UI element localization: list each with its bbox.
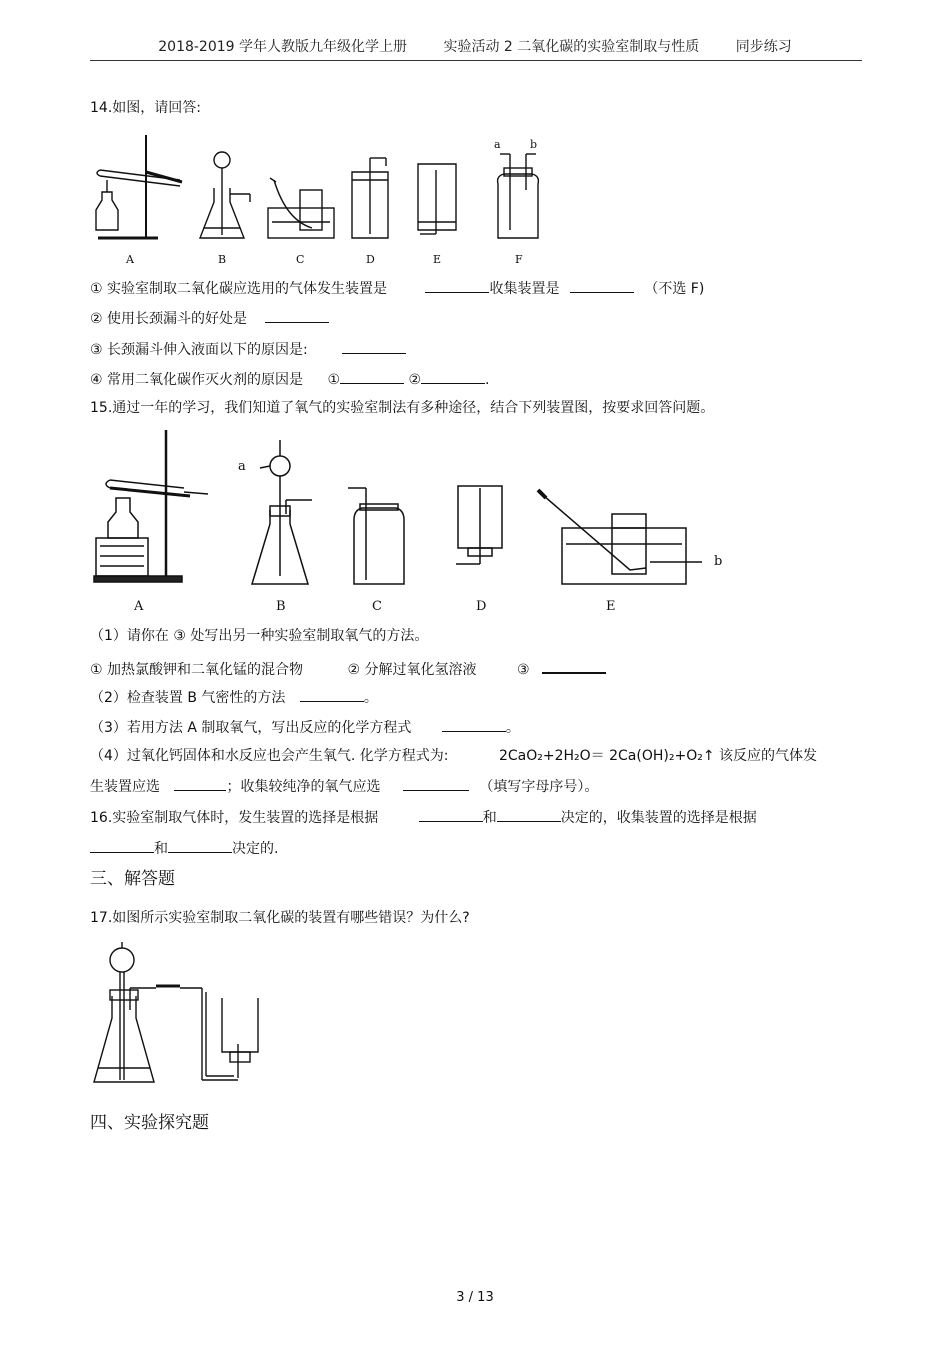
answer-blank[interactable] — [403, 776, 469, 791]
q15-part-4: （4）过氧化钙固体和水反应也会产生氧气. 化学方程式为: 2CaO₂+2H₂O＝ 2Ca(OH)₂+O₂↑ 该反应的气体发 — [90, 748, 818, 764]
q15-fig-label-b: B — [276, 599, 286, 614]
header-rule — [90, 60, 862, 61]
q14-item-3: ③ 长颈漏斗伸入液面以下的原因是: — [90, 339, 406, 360]
q15-fig-funnel-a: a — [238, 459, 246, 474]
header-practice: 同步练习 — [735, 39, 792, 55]
q14-item-2: ② 使用长颈漏斗的好处是 — [90, 308, 329, 329]
q14-fig-label-d: D — [366, 253, 375, 266]
answer-blank[interactable] — [340, 369, 404, 384]
q14-fig-label-e: E — [433, 253, 442, 266]
q15-fig-label-d: D — [476, 599, 487, 614]
q14-item-1: ① 实验室制取二氧化碳应选用的气体发生装置是 收集装置是 （不选 F) — [90, 278, 704, 299]
q16-line-2: 和 决定的. — [90, 838, 278, 859]
q15-part-3: （3）若用方法 A 制取氧气，写出反应的化学方程式 。 — [90, 717, 520, 738]
page-number: 3 / 13 — [456, 1290, 494, 1305]
q17-apparatus-figure — [90, 940, 280, 1092]
answer-blank[interactable] — [300, 687, 364, 702]
q17-title: 17.如图所示实验室制取二氧化碳的装置有哪些错误？为什么? — [90, 910, 470, 926]
q14-fig-tube-b: b — [530, 138, 538, 151]
q14-fig-label-c: C — [296, 253, 305, 266]
page-header — [0, 36, 950, 56]
q15-part-4-cont: 生装置应选 ；收集较纯净的氧气应选 （填写字母序号）。 — [90, 776, 598, 797]
answer-blank[interactable] — [425, 278, 489, 293]
q14-item-4: ④ 常用二氧化碳作灭火剂的原因是 ① ② . — [90, 369, 490, 390]
answer-blank[interactable] — [497, 807, 561, 822]
q14-title: 14.如图，请回答: — [90, 100, 201, 116]
header-course: 2018-2019 学年人教版九年级化学上册 — [158, 39, 408, 55]
q14-fig-tube-a: a — [494, 138, 501, 151]
q14-fig-label-a: A — [126, 253, 134, 266]
q15-fig-label-e: E — [606, 599, 616, 614]
answer-blank[interactable] — [174, 776, 226, 791]
q14-fig-label-b: B — [218, 253, 227, 266]
q16-line-1: 16.实验室制取气体时，发生装置的选择是根据 和 决定的，收集装置的选择是根据 — [90, 807, 757, 828]
q15-apparatus-figure — [90, 428, 740, 618]
header-activity: 实验活动 2 二氧化碳的实验室制取与性质 — [443, 39, 700, 55]
answer-blank[interactable] — [421, 369, 485, 384]
answer-blank[interactable] — [265, 308, 329, 323]
answer-blank[interactable] — [419, 807, 483, 822]
q15-part-2: （2）检查装置 B 气密性的方法 。 — [90, 687, 378, 708]
q15-fig-trough-b: b — [714, 554, 723, 569]
q14-apparatus-figure — [90, 130, 560, 270]
answer-blank[interactable] — [442, 717, 506, 732]
section-heading-answer: 三、解答题 — [90, 869, 175, 889]
answer-blank[interactable] — [542, 658, 606, 674]
section-heading-experiment: 四、实验探究题 — [90, 1113, 209, 1133]
answer-blank[interactable] — [570, 278, 634, 293]
answer-blank[interactable] — [90, 838, 154, 853]
q14-fig-label-f: F — [515, 253, 523, 266]
q15-fig-label-c: C — [372, 599, 382, 614]
q15-methods: ① 加热氯酸钾和二氧化锰的混合物 ② 分解过氧化氢溶液 ③ — [90, 658, 606, 680]
q15-part-1: （1）请你在 ③ 处写出另一种实验室制取氧气的方法。 — [90, 628, 429, 644]
answer-blank[interactable] — [342, 339, 406, 354]
q15-title: 15.通过一年的学习，我们知道了氧气的实验室制法有多种途径，结合下列装置图，按要求回答问题。 — [90, 400, 715, 416]
q15-fig-label-a: A — [134, 599, 144, 614]
answer-blank[interactable] — [168, 838, 232, 853]
